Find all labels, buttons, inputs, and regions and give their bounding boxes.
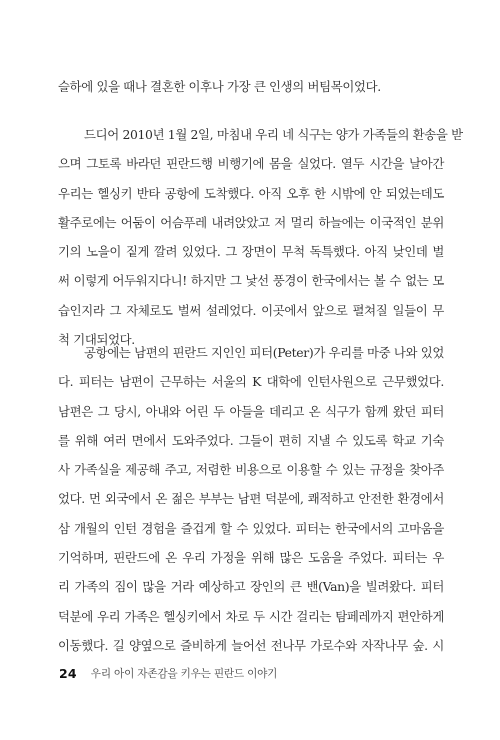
text-line: 었다. 먼 외국에서 온 젊은 부부는 남편 덕분에, 쾌적하고 안전한 환경에서 bbox=[58, 491, 444, 507]
text-line: 이동했다. 길 양옆으로 즐비하게 늘어선 전나무 가로수와 자작나무 숲. 시 bbox=[58, 637, 444, 653]
text-line: 삼 개월의 인턴 경험을 즐겁게 할 수 있었다. 피터는 한국에서의 고마움을 bbox=[58, 520, 444, 536]
text-line: 드디어 2010년 1월 2일, 마침내 우리 네 식구는 양가 가족들의 환송을 받 bbox=[84, 127, 463, 142]
text-line: 습인지라 그 자체로도 벌써 설레었다. 이곳에서 앞으로 펼쳐질 일들이 무 bbox=[58, 302, 444, 318]
text-line: 활주로에는 어둠이 어슴푸레 내려앉았고 저 멀리 하늘에는 이국적인 분위 bbox=[58, 214, 444, 230]
paragraph-arrival bbox=[58, 120, 463, 354]
text-line: 으며 그토록 바라던 핀란드행 비행기에 몸을 실었다. 열두 시간을 날아간 bbox=[58, 156, 444, 172]
page-number: 24 bbox=[59, 665, 77, 681]
text-line: 슬하에 있을 때나 결혼한 이후나 가장 큰 인생의 버팀목이었다. bbox=[58, 79, 381, 94]
text-line: 덕분에 우리 가족은 헬싱키에서 차로 두 시간 걸리는 탐페레까지 편안하게 bbox=[58, 608, 444, 624]
paragraph-airport bbox=[58, 338, 444, 660]
running-title: 우리 아이 자존감을 키우는 핀란드 이야기 bbox=[90, 667, 278, 680]
text-line: 우리는 헬싱키 반타 공항에 도착했다. 아직 오후 한 시밖에 안 되었는데도 bbox=[58, 185, 444, 201]
text-line: 공항에는 남편의 핀란드 지인인 피터(Peter)가 우리를 마중 나와 있었 bbox=[84, 345, 444, 360]
text-line: 기의 노을이 짙게 깔려 있었다. 그 장면이 무척 독특했다. 아직 낮인데 벌 bbox=[58, 244, 444, 260]
text-line: 기억하며, 핀란드에 온 우리 가정을 위해 많은 도움을 주었다. 피터는 우 bbox=[58, 550, 444, 566]
text-line: 리 가족의 짐이 많을 거라 예상하고 장인의 큰 밴(Van)을 빌려왔다. 피터 bbox=[58, 579, 444, 595]
paragraph-continuation bbox=[58, 72, 444, 101]
text-line: 다. 피터는 남편이 근무하는 서울의 K 대학에 인턴사원으로 근무했었다. bbox=[58, 374, 444, 390]
text-line: 남편은 그 당시, 아내와 어린 두 아들을 데리고 온 식구가 함께 왔던 피터 bbox=[58, 403, 444, 419]
page-footer bbox=[59, 665, 277, 681]
text-line: 써 이렇게 어두워지다니! 하지만 그 낯선 풍경이 한국에서는 볼 수 없는 모 bbox=[58, 273, 444, 289]
text-line: 를 위해 여러 면에서 도와주었다. 그들이 편히 지낼 수 있도록 학교 기숙 bbox=[58, 432, 444, 448]
text-line: 사 가족실을 제공해 주고, 저렴한 비용으로 이용할 수 있는 규정을 찾아주 bbox=[58, 462, 444, 478]
text-line: 척 기대되었다. bbox=[58, 332, 135, 348]
